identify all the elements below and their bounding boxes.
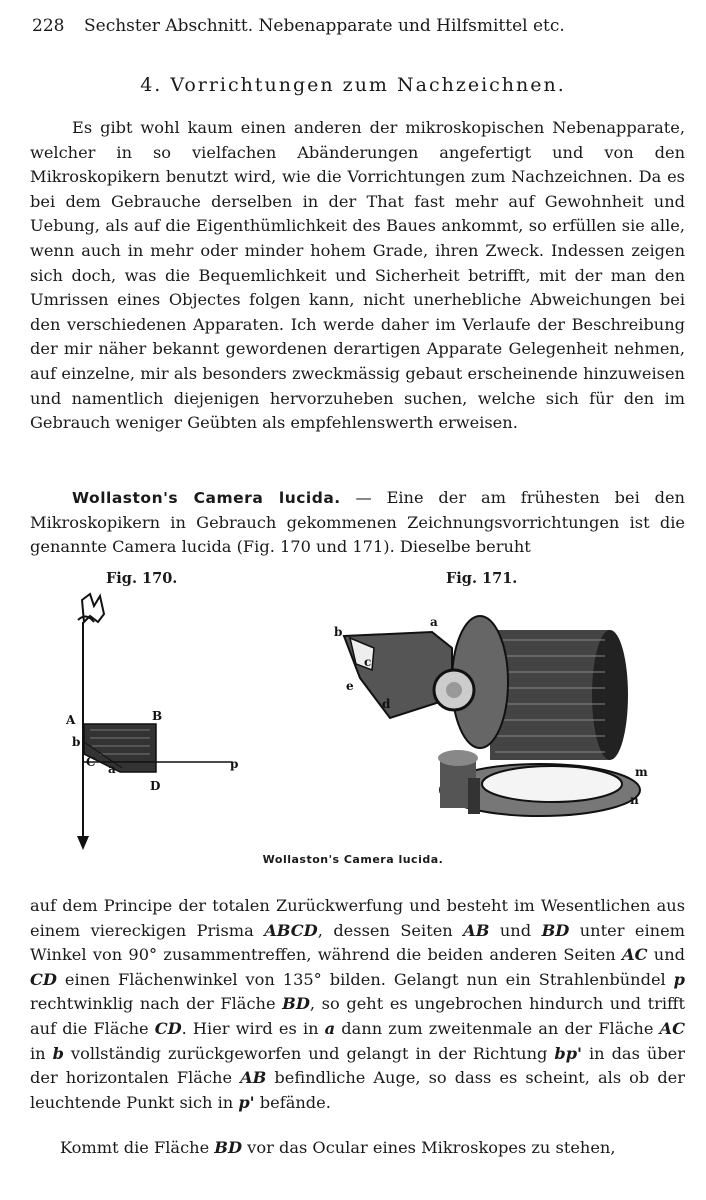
text-run: in (30, 1043, 53, 1063)
paragraph-principle (30, 894, 685, 1115)
fig170-label-p: p (230, 757, 239, 771)
text-run: und (489, 920, 542, 940)
fig-171-label: Fig. 171. (446, 570, 518, 587)
text-run: und (647, 945, 685, 965)
fig-170-diagram (60, 592, 260, 854)
math-symbol: p' (238, 1092, 255, 1112)
text-run: unter einem Winkel von 90° zusammentreffen, während die beiden anderen Seiten (30, 920, 686, 965)
math-symbol: AB (463, 920, 490, 940)
text-run: in das über der horizontalen Fläche (30, 1043, 685, 1088)
fig171-label-e: e (346, 679, 354, 693)
eye-sketch (78, 594, 104, 622)
lens-center (446, 682, 462, 698)
text-run: einen Flächenwinkel von 135° bilden. Gelangt nun ein Strahlenbündel (56, 969, 674, 989)
text-run: dann zum zweitenmale an der Fläche (335, 1018, 660, 1038)
fig170-label-D: D (150, 779, 161, 793)
fig170-label-A: A (66, 713, 76, 727)
fig170-label-B: B (152, 709, 163, 723)
figure-caption: Wollaston's Camera lucida. (262, 853, 444, 866)
fig170-label-C: C (86, 755, 96, 769)
wollaston-heading: Wollaston's Camera lucida. (72, 489, 341, 507)
section-title: 4. Vorrichtungen zum Nachzeichnen. (140, 74, 566, 96)
math-symbol: CD (154, 1018, 182, 1038)
math-symbol: b (52, 1043, 64, 1063)
paragraph-intro: Es gibt wohl kaum einen anderen der mikroskopischen Nebenapparate, welcher in so vielfachen Abänderungen angefertigt und von den Mikroskopikern benutzt wird, wie die Vorrichtungen zum Nachzeichnen. Da es bei dem Gebrauche derselben in der That fast mehr auf Gewohnheit und Uebung, als auf die Eigenthümlichkeit des Baues ankommt, so erfüllen sie alle, wenn auch in mehr oder minder hohem Grade, ihren Zweck. Indessen zeigen sich doch, was die Bequemlichkeit und Sicherheit betrifft, mit der man den Umrissen eines Objectes folgen kann, nicht unerhebliche Abweichungen bei den verschiedenen Apparaten. Ich werde daher im Verlaufe der Beschreibung der mir näher bekannt gewordenen derartigen Apparate Gelegenheit nehmen, auf einzelne, mir als besonders zweckmässig gebaut erscheinende hinzuweisen und namentlich diejenigen hervorzuheben suchen, welche sich für den im Gebrauch weniger Geübten als empfehlenswerth erweisen. (30, 118, 685, 433)
text-run: auf dem Principe der totalen Zurückwerfung und besteht im Wesentlichen aus einem viereckigen Prisma (30, 896, 685, 940)
running-title: Sechster Abschnitt. Nebenapparate und Hilfsmittel etc. (84, 16, 565, 36)
math-symbol: bp' (554, 1043, 582, 1063)
math-symbol: ABCD (264, 920, 318, 940)
math-symbol: AC (622, 945, 648, 965)
fig171-label-c: c (364, 655, 372, 669)
text-run: rechtwinklig nach der Fläche (30, 994, 283, 1014)
fig170-label-b: b (72, 735, 81, 749)
text-run: befände. (254, 1092, 331, 1112)
math-symbol: BD (541, 920, 570, 940)
fig171-label-a: a (430, 615, 438, 629)
text-run: vollständig zurückgeworfen und gelangt in der Richtung (63, 1043, 555, 1063)
text-run: , so geht es ungebrochen hindurch und trifft auf die Fläche (30, 994, 685, 1038)
math-symbol: BD (214, 1138, 243, 1157)
math-symbol: p (673, 969, 685, 989)
tube-body (490, 630, 628, 760)
fig171-label-m: m (635, 765, 648, 779)
fig-171-illustration (330, 608, 660, 833)
text-run: vor das Ocular eines Mikroskopes zu stehen, (242, 1138, 616, 1157)
ray-arrow-bottom (77, 836, 89, 850)
text-run: befindliche Auge, so dass es scheint, als ob der leuchtende Punkt sich in (30, 1068, 686, 1112)
math-symbol: AB (240, 1068, 267, 1088)
fig171-label-b: b (334, 625, 343, 639)
wollaston-text: — Eine der am frühesten bei den Mikroskopikern in Gebrauch gekommenen Zeichnungsvorrichtungen ist die genannte Camera lucida (Fig. 170 und 171). Dieselbe beruht (30, 488, 685, 557)
text-run: Kommt die Fläche (60, 1138, 215, 1157)
math-symbol: AC (659, 1018, 685, 1038)
paragraph-ocular (30, 1136, 685, 1161)
page-number: 228 (32, 16, 65, 36)
fig171-label-n: n (630, 793, 639, 807)
fig171-label-d: d (382, 697, 391, 711)
math-symbol: CD (30, 969, 57, 989)
fig-170-label: Fig. 170. (106, 570, 178, 587)
math-symbol: BD (282, 994, 310, 1014)
paragraph-wollaston (30, 486, 685, 560)
running-header (32, 16, 678, 42)
fig170-label-a: a (108, 762, 116, 776)
math-symbol: a (324, 1018, 336, 1038)
text-run: , dessen Seiten (317, 920, 464, 940)
text-run: . Hier wird es in (181, 1018, 325, 1038)
